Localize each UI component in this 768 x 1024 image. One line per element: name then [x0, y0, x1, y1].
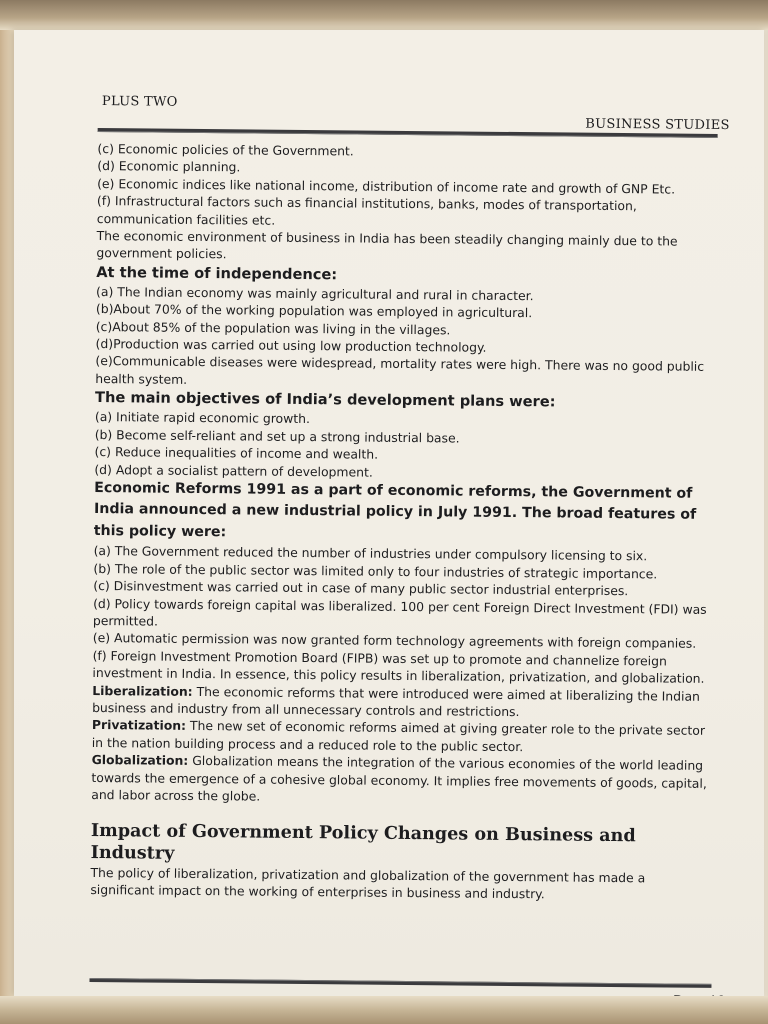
list-item: (b) Become self-reliant and set up a strong industrial base.	[94, 426, 460, 446]
list-item: (b) The role of the public sector was limited only to four industries of strategic importance.	[93, 560, 658, 582]
list-item: (e) Economic indices like national income, distribution of income rate and growth of GNP Etc.	[97, 175, 676, 197]
list-item: (d) Adopt a socialist pattern of development.	[94, 461, 373, 480]
paragraph: The economic environment of business in India has been steadily changing mainly due to the government policies.	[96, 228, 678, 262]
term-globalization: Globalization:	[91, 752, 189, 769]
list-item: (a) The Indian economy was mainly agricultural and rural in character.	[96, 283, 534, 304]
list-item: (c) Disinvestment was carried out in case of many public sector industrial enterprises.	[93, 578, 629, 599]
section-heading-objectives: The main objectives of India’s development plans were:	[95, 389, 556, 411]
photo-background-bottom	[0, 996, 768, 1024]
photo-background-top	[0, 0, 768, 30]
definition-text: The economic reforms that were introduced were aimed at liberalizing the Indian business and industry from all unnecessary controls and restrictions.	[92, 683, 701, 720]
list-item: (e) Automatic permission was now granted form technology agreements with foreign companies.	[92, 630, 697, 652]
definition-text: The new set of economic reforms aimed at giving greater role to the private sector in the nation building process and a reduced role to the public sector.	[91, 718, 706, 754]
document-page	[14, 30, 764, 996]
term-privatization: Privatization:	[91, 717, 187, 734]
definition-privatization	[92, 716, 712, 757]
paragraph: The policy of liberalization, privatization and globalization of the government has made a significant impact on the working of enterprises in business and industry.	[90, 864, 646, 902]
list-item: (e)Communicable diseases were widespread, mortality rates were high. There was no good public health system.	[95, 353, 705, 387]
list-item: (d) Policy towards foreign capital was liberalized. 100 per cent Foreign Direct Investment (FDI) was permitted.	[92, 595, 707, 629]
list-item: (d) Economic planning.	[97, 158, 241, 175]
section-heading-impact: Impact of Government Policy Changes on Business and Industry	[90, 819, 636, 864]
term-liberalization: Liberalization:	[92, 682, 193, 699]
section-heading-reforms: Economic Reforms 1991 as a part of economic reforms, the Government of India announced a new industrial policy in July 1991. The broad features of this policy were:	[93, 479, 697, 541]
header-left: PLUS TWO	[101, 94, 178, 110]
header-right: BUSINESS STUDIES	[585, 116, 730, 134]
definition-text: Globalization means the integration of the various economies of the world leading towards the emergence of a cohesive global economy. It implies free movements of goods, capital, and labor across the globe.	[91, 753, 707, 804]
footer-rule	[89, 978, 711, 988]
list-item: (d)Production was carried out using low production technology.	[95, 336, 487, 355]
list-item: (c)About 85% of the population was living in the villages.	[95, 318, 451, 338]
section-heading-independence: At the time of independence:	[96, 263, 338, 284]
list-item: (a) Initiate rapid economic growth.	[94, 409, 310, 427]
list-item: (f) Foreign Investment Promotion Board (FIPB) was set up to promote and channelize foreign investment in India. In essence, this policy results in liberalization, privatization, and globalization.	[92, 647, 705, 687]
definition-liberalization	[92, 682, 712, 723]
definition-globalization	[91, 751, 711, 809]
list-item: (c) Economic policies of the Government.	[97, 140, 354, 159]
list-item: (a) The Government reduced the number of industries under compulsory licensing to six.	[93, 543, 648, 564]
list-item: (b)About 70% of the working population was employed in agricultural.	[95, 301, 533, 321]
list-item: (f) Infrastructural factors such as financial institutions, banks, modes of transportation, communication facilities etc.	[96, 193, 637, 228]
body-text	[90, 140, 717, 904]
list-item: (c) Reduce inequalities of income and wealth.	[94, 444, 379, 462]
page-content	[90, 94, 738, 902]
